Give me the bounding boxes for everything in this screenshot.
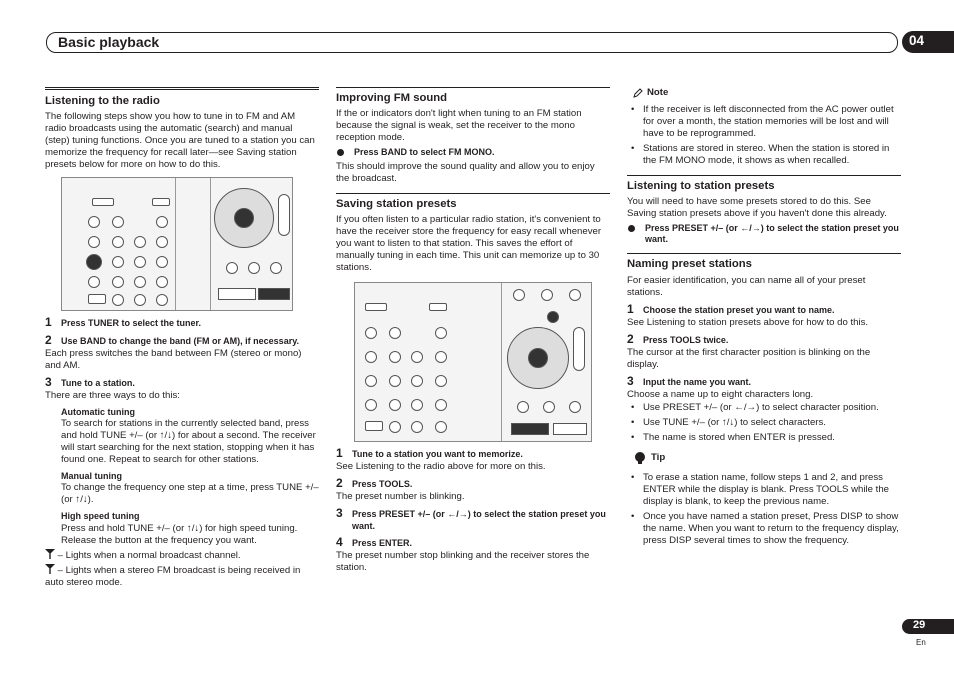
standby-button [365, 303, 387, 311]
section-rule [627, 253, 901, 254]
bullet: • [631, 103, 635, 115]
tip-item [631, 511, 901, 547]
portable-button [134, 294, 146, 306]
note-text: If the receiver is left disconnected from the AC power outlet for over a month, the station memories will be lost and will have to be reprogrammed. [643, 103, 894, 139]
remote-illustration-2 [354, 282, 592, 442]
indicator-stereo-text: – Lights when a stereo FM broadcast is being received in auto stereo mode. [45, 564, 301, 588]
list-item [631, 432, 901, 444]
standby-button [92, 198, 114, 206]
receiver-button [365, 421, 383, 431]
save-step-1-text: See Listening to the radio above for more on this. [336, 461, 546, 473]
daux-button [88, 216, 100, 228]
tip-label-text: Tip [651, 452, 666, 464]
alc-button [156, 256, 168, 268]
column-listening [45, 87, 319, 591]
tip-text: Once you have named a station preset, Press DISP to show the name. When you want to return to the frequency display, press DISP several times to show the frequency. [643, 511, 899, 547]
list-item-text: The name is stored when ENTER is pressed. [643, 432, 835, 444]
high-speed-heading: High speed tuning [61, 511, 140, 522]
ipod-button [365, 351, 377, 363]
lightbulb-icon [633, 451, 647, 465]
srtrv-button [435, 327, 447, 339]
game-button [411, 399, 423, 411]
listen-bullet [627, 223, 901, 246]
volume-rocker [573, 327, 585, 371]
tuner-button [86, 254, 102, 270]
step-text: Press TOOLS twice. [643, 334, 729, 345]
srtrv-button [156, 216, 168, 228]
step-3-text: There are three ways to do this: [45, 390, 180, 401]
manual-tuning-text: To change the frequency one step at a time, press TUNE +/– (or ↑/↓). [61, 482, 319, 506]
network-button [389, 351, 401, 363]
step-text: Press TUNER to select the tuner. [61, 318, 202, 329]
name-step-1 [627, 302, 901, 317]
aaux-button [112, 216, 124, 228]
step-number: 2 [627, 331, 634, 346]
section-heading-save: Saving station presets [336, 198, 457, 211]
step-text: Use BAND to change the band (FM or AM), if necessary. [61, 336, 300, 347]
fm-bullet [336, 147, 610, 158]
indicator-normal-text: – Lights when a normal broadcast channel. [57, 549, 241, 561]
bd-button [389, 375, 401, 387]
tune-rocker [258, 288, 290, 300]
cd-button [365, 399, 377, 411]
bullet: • [631, 142, 635, 154]
auto-tuning-text: To search for stations in the currently selected band, press and hold TUNE +/– (or ↑/↓) for about a second. The receiver will start searching for the next station, stopping when it has found one. Repeat to search for other stations. [61, 418, 316, 466]
save-step-4-text: The preset number stop blinking and the receiver stores the station. [336, 549, 590, 573]
adv-surr-button [156, 276, 168, 288]
tip-list [631, 472, 901, 547]
naming-text: For easier identification, you can name all of your preset stations. [627, 274, 866, 298]
chapter-number: 04 [902, 31, 954, 53]
adv-surr-button [435, 399, 447, 411]
high-speed-text: Press and hold TUNE +/– (or ↑/↓) for high speed tuning. Release the button at the frequency you want. [61, 522, 298, 546]
list-item [631, 417, 901, 429]
step-2 [45, 333, 319, 348]
step-text: Tune to a station. [61, 378, 135, 388]
enter-button [234, 208, 254, 228]
adapter-button [411, 351, 423, 363]
save-step-3 [336, 506, 610, 532]
ipod-button [88, 236, 100, 248]
section-rule [627, 175, 901, 176]
column-presets [336, 87, 610, 576]
eco-button [152, 198, 170, 206]
preset-rocker [218, 288, 256, 300]
step-text: Press ENTER. [352, 537, 413, 548]
daux-button [365, 327, 377, 339]
bd-button [112, 256, 124, 268]
listen-presets-text: You will need to have some presets stored to do this. See Saving station presets above if you haven't done this already. [627, 196, 887, 219]
save-step-4 [336, 535, 610, 550]
tv-button [112, 294, 124, 306]
tv-button [389, 421, 401, 433]
dvd-button [134, 256, 146, 268]
step-number: 2 [45, 333, 52, 348]
eco-button [429, 303, 447, 311]
page-title: Basic playback [58, 34, 160, 50]
step-text: Press TOOLS. [352, 479, 413, 490]
pty-button [226, 262, 238, 274]
section-heading-fm: Improving FM sound [336, 92, 448, 104]
preset-rocker [511, 423, 549, 435]
intro-paragraph: The following steps show you how to tune in to FM and AM radio broadcasts using the automatic (search) and manual (step) tuning functions. Once you are tuned to a station you can memorize the frequency for recall later—see Saving station presets below for more on how to do this. [45, 111, 315, 171]
list-item-text: Use PRESET +/– (or ←/→) to select character position. [643, 402, 879, 414]
save-step-2 [336, 476, 610, 491]
step-3 [45, 375, 319, 390]
auto-direct-button [435, 351, 447, 363]
bullet-dot [337, 149, 344, 156]
sound-retriever-button [435, 421, 447, 433]
note-label [633, 87, 668, 99]
bullet: • [631, 402, 635, 414]
bullet: • [631, 472, 635, 484]
fm-after-text: This should improve the sound quality and allow you to enjoy the broadcast. [336, 161, 595, 185]
step-text: Tune to a station you want to memorize. [352, 449, 523, 460]
column-naming [627, 87, 901, 550]
game-button [134, 276, 146, 288]
step-text: Press PRESET +/– (or ←/→) to select the station preset you want. [352, 509, 606, 531]
step-number: 1 [45, 315, 52, 330]
list-item-text: Use TUNE +/– (or ↑/↓) to select characters. [643, 417, 826, 429]
step-number: 3 [336, 506, 343, 521]
section-rule [336, 87, 610, 88]
manual-tuning-heading: Manual tuning [61, 471, 122, 482]
receiver-button [88, 294, 106, 304]
stb-button [112, 276, 124, 288]
step-1 [45, 315, 319, 330]
pencil-icon [633, 88, 643, 98]
name-step-3 [627, 374, 901, 389]
step-text: Input the name you want. [643, 376, 752, 387]
tip-label [633, 451, 665, 465]
save-step-2-text: The preset number is blinking. [336, 491, 465, 503]
cd-button [88, 276, 100, 288]
section-rule [336, 193, 610, 194]
tune-rocker [553, 423, 587, 435]
section-heading-listen-presets: Listening to station presets [627, 179, 775, 192]
step-number: 3 [45, 375, 52, 389]
note-item [631, 143, 901, 167]
header-bar [46, 32, 898, 53]
sound-retriever-button [156, 294, 168, 306]
portable-button [411, 421, 423, 433]
list-item [631, 402, 901, 414]
dvd-button [411, 375, 423, 387]
indicator-stereo [45, 564, 319, 589]
listen-bullet-text: Press PRESET +/– (or ←/→) to select the station preset you want. [645, 222, 899, 245]
adapter-button [134, 236, 146, 248]
indicator-normal [45, 549, 319, 562]
section-heading-listening: Listening to the radio [45, 95, 160, 107]
step-number: 4 [336, 534, 343, 549]
auto-direct-button [156, 236, 168, 248]
step-2-text: Each press switches the band between FM (stereo or mono) and AM. [45, 348, 302, 372]
remote-illustration [61, 177, 293, 311]
band-button [248, 262, 260, 274]
note-list [631, 104, 901, 167]
step-number: 1 [336, 446, 343, 461]
step-number: 2 [336, 476, 343, 491]
network-button [112, 236, 124, 248]
stereo-antenna-icon [45, 564, 55, 574]
bullet: • [631, 432, 635, 444]
section-rule [45, 87, 319, 90]
name-step-3-text: Choose a name up to eight characters long. [627, 388, 814, 400]
bullet-dot [628, 225, 635, 232]
name-step-2 [627, 332, 901, 347]
save-step-1 [336, 446, 610, 461]
section-heading-naming: Naming preset stations [627, 258, 752, 271]
volume-rocker [278, 194, 290, 236]
mute-button [270, 262, 282, 274]
step-text: Choose the station preset you want to name. [643, 304, 835, 315]
note-text: Stations are stored in stereo. When the station is stored in the FM MONO mode, it shows as when recalled. [643, 142, 890, 166]
tip-text: To erase a station name, follow steps 1 and 2, and press ENTER while the display is blank. Press TOOLS while the display is blank, to keep the previous name. [643, 472, 889, 508]
fm-text: If the or indicators don't light when tuning to an FM station because the signal is weak, set the receiver to the mono reception mode. [336, 108, 582, 144]
note-label-text: Note [647, 87, 669, 98]
tip-item [631, 472, 901, 508]
alc-button [435, 375, 447, 387]
auto-tuning-heading: Automatic tuning [61, 406, 135, 417]
fm-bullet-text: Press BAND to select FM MONO. [354, 147, 495, 158]
tuner-button [365, 375, 377, 387]
name-step-1-text: See Listening to station presets above for how to do this. [627, 316, 869, 328]
stb-button [389, 399, 401, 411]
bullet: • [631, 511, 635, 523]
antenna-icon [45, 549, 55, 559]
name-step-3-list [631, 402, 901, 444]
name-step-2-text: The cursor at the first character position is blinking on the display. [627, 346, 871, 370]
language-code: En [916, 638, 926, 647]
aaux-button [389, 327, 401, 339]
note-item [631, 104, 901, 140]
save-text: If you often listen to a particular radio station, it's convenient to have the receiver store the frequency for easy recall whenever you want to listen to that station. This saves the effort of manually tuning in each time. This unit can memorize up to 30 stations. [336, 214, 602, 274]
page-number: 29 [902, 619, 954, 634]
step-number: 1 [627, 301, 634, 316]
bullet: • [631, 417, 635, 429]
step-number: 3 [627, 373, 634, 388]
